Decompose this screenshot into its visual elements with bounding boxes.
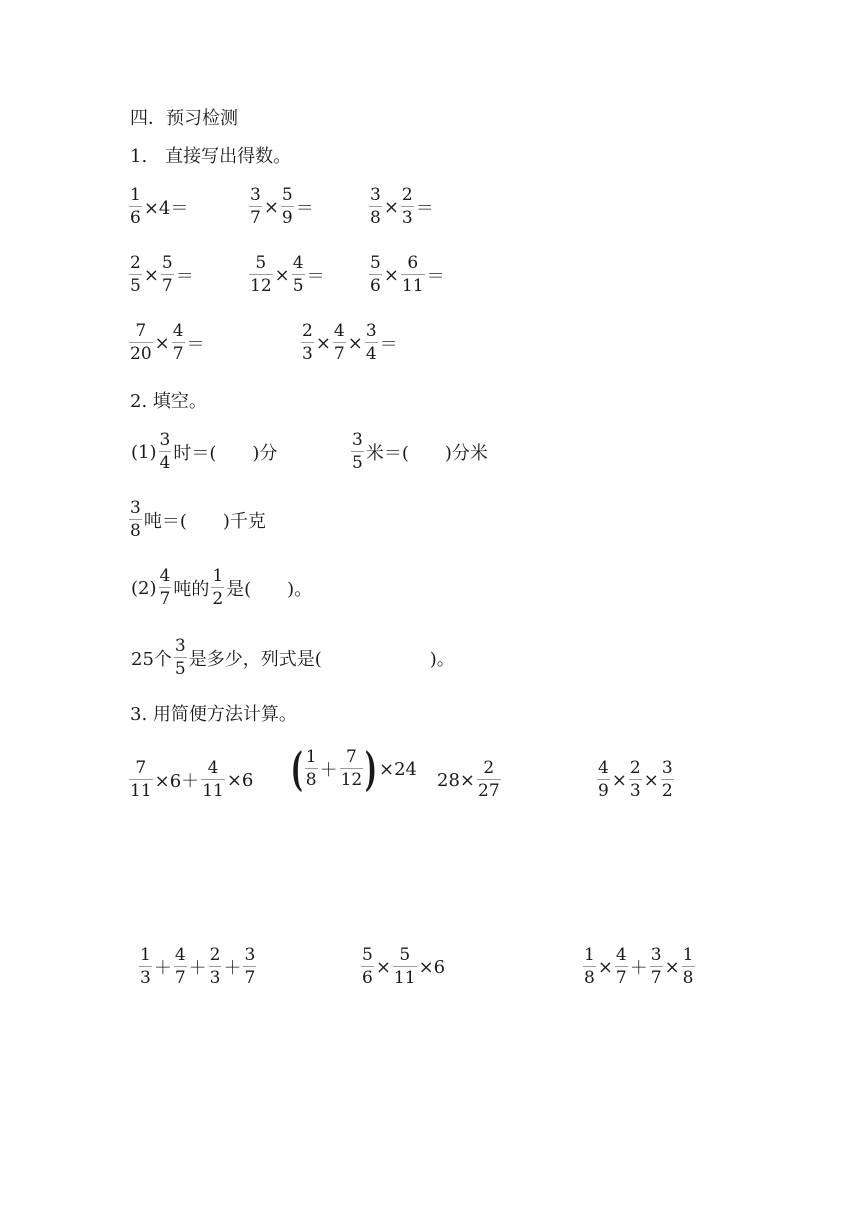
fraction [369, 255, 382, 295]
fraction-denominator: 5 [174, 659, 186, 679]
q1-item-6 [368, 255, 446, 295]
expr-text: (2) [131, 577, 157, 599]
fraction [305, 749, 318, 789]
q1-item-3 [368, 187, 435, 227]
fraction-denominator: 5 [130, 276, 141, 296]
q3-item-4 [596, 760, 675, 800]
fraction [159, 568, 172, 608]
fraction-numerator: 3 [352, 430, 363, 450]
right-paren: ) [365, 742, 378, 796]
fraction [477, 760, 501, 800]
fraction-denominator: 2 [212, 589, 224, 609]
q3-item-7 [582, 947, 696, 987]
fraction-numerator: 2 [302, 321, 313, 341]
fraction-denominator: 9 [598, 781, 609, 801]
fraction-denominator: 3 [401, 208, 413, 228]
fraction-denominator: 11 [202, 781, 224, 801]
expr-text: ＋ [629, 958, 648, 979]
fraction-denominator: 8 [370, 208, 381, 228]
fraction-numerator: 4 [174, 945, 186, 965]
fraction-numerator: 7 [346, 747, 357, 767]
fraction-numerator: 6 [407, 253, 419, 273]
fraction [139, 947, 152, 987]
q1-item-8 [300, 323, 399, 363]
fraction [301, 323, 314, 363]
fraction-denominator: 11 [401, 276, 424, 296]
q2-item-3 [128, 500, 267, 540]
expr-text: ＝ [426, 266, 445, 287]
fraction [369, 187, 382, 227]
fraction-denominator: 11 [393, 968, 416, 988]
fraction-numerator: 3 [370, 185, 381, 205]
expr-text: 时＝( )分 [173, 443, 278, 464]
fraction [682, 947, 695, 987]
q1-item-1 [128, 187, 189, 227]
fraction-numerator: 4 [159, 566, 171, 586]
expr-text: 是多少，列式是( )。 [188, 649, 455, 670]
fraction [174, 638, 187, 678]
fraction-denominator: 7 [174, 968, 186, 988]
q1-item-7 [128, 323, 206, 363]
fraction-numerator: 4 [292, 253, 304, 273]
fraction [583, 947, 596, 987]
fraction-numerator: 5 [255, 253, 267, 273]
fraction-denominator: 5 [352, 453, 363, 473]
fraction-denominator: 7 [244, 968, 256, 988]
fraction-numerator: 1 [584, 945, 595, 965]
expr-text: ＝ [186, 334, 205, 355]
expr-text: 是( )。 [226, 579, 313, 600]
fraction [281, 187, 294, 227]
fraction [129, 187, 142, 227]
fraction-numerator: 4 [333, 321, 345, 341]
fraction-denominator: 12 [250, 276, 272, 296]
expr-text: ＋ [319, 760, 338, 781]
fraction-numerator: 3 [130, 498, 141, 518]
q3-item-5 [138, 947, 257, 987]
expr-text: × [664, 956, 680, 978]
expr-text: × [263, 196, 279, 218]
fraction-numerator: 3 [250, 185, 261, 205]
fraction [159, 432, 172, 472]
fraction-denominator: 3 [302, 344, 313, 364]
fraction-numerator: 5 [161, 253, 173, 273]
fraction [172, 323, 185, 363]
expr-text: 吨＝( )千克 [143, 511, 266, 532]
fraction [161, 255, 174, 295]
fraction-denominator: 7 [333, 344, 345, 364]
expr-text: × [347, 332, 363, 354]
fraction-numerator: 5 [399, 945, 411, 965]
expr-text: ＝ [379, 334, 398, 355]
expr-text: × [315, 332, 331, 354]
expr-text: ×24 [379, 758, 417, 780]
fraction [209, 947, 222, 987]
expr-text: 28× [437, 769, 475, 791]
fraction [365, 323, 378, 363]
expr-text: ＋ [153, 958, 172, 979]
fraction-numerator: 5 [370, 253, 381, 273]
fraction-numerator: 3 [159, 430, 171, 450]
expr-text: × [143, 264, 159, 286]
q1-item-5 [248, 255, 326, 295]
fraction-numerator: 3 [661, 758, 673, 778]
question-1-title: 1. 直接写出得数。 [130, 146, 292, 167]
q2-item-4 [130, 568, 313, 608]
fraction-denominator: 20 [130, 344, 152, 364]
fraction-numerator: 4 [207, 758, 219, 778]
fraction-numerator: 4 [172, 321, 184, 341]
fraction-numerator: 2 [629, 758, 641, 778]
fraction-denominator: 4 [365, 344, 377, 364]
fraction [661, 760, 674, 800]
expr-text: × [383, 196, 399, 218]
expr-text: ＝ [415, 198, 434, 219]
expr-text: ×6 [418, 956, 446, 978]
fraction-denominator: 6 [370, 276, 381, 296]
expr-text: × [154, 332, 170, 354]
expr-text: 25个 [131, 649, 172, 670]
fraction [243, 947, 256, 987]
fraction-numerator: 5 [362, 945, 373, 965]
expr-text: × [383, 264, 399, 286]
fraction [650, 947, 663, 987]
fraction-denominator: 7 [159, 589, 171, 609]
fraction-numerator: 3 [174, 636, 186, 656]
fraction-denominator: 7 [650, 968, 662, 988]
fraction [249, 187, 262, 227]
fraction [351, 432, 364, 472]
expr-text: × [597, 956, 613, 978]
fraction-numerator: 7 [135, 758, 147, 778]
expr-text: × [274, 264, 290, 286]
fraction [211, 568, 224, 608]
q2-item-5 [130, 638, 456, 678]
q1-item-4 [128, 255, 195, 295]
fraction-numerator: 2 [401, 185, 413, 205]
fraction [629, 760, 642, 800]
fraction [615, 947, 628, 987]
expr-text: (1) [131, 441, 157, 463]
fraction-denominator: 3 [629, 781, 641, 801]
expr-text: × [375, 956, 391, 978]
fraction-denominator: 7 [172, 344, 184, 364]
fraction [201, 760, 225, 800]
fraction-denominator: 2 [661, 781, 673, 801]
fraction-numerator: 7 [135, 321, 147, 341]
fraction-denominator: 7 [615, 968, 627, 988]
fraction-numerator: 1 [130, 185, 141, 205]
fraction-numerator: 3 [244, 945, 256, 965]
fraction [401, 255, 425, 295]
fraction [174, 947, 187, 987]
expr-text: ×6＋ [154, 771, 200, 792]
fraction [129, 323, 153, 363]
q3-item-3 [436, 760, 502, 800]
fraction-denominator: 8 [682, 968, 694, 988]
fraction-numerator: 3 [365, 321, 377, 341]
fraction [340, 749, 364, 789]
fraction-numerator: 2 [130, 253, 141, 273]
fraction-denominator: 4 [159, 453, 171, 473]
fraction-numerator: 1 [682, 945, 694, 965]
fraction-denominator: 8 [130, 521, 141, 541]
expr-text: ×6 [226, 769, 254, 791]
fraction-denominator: 9 [281, 208, 293, 228]
fraction [129, 255, 142, 295]
fraction-denominator: 7 [161, 276, 173, 296]
fraction-denominator: 7 [250, 208, 261, 228]
q2-item-1 [130, 432, 278, 472]
fraction-denominator: 6 [130, 208, 141, 228]
expr-text: ＝ [295, 198, 314, 219]
question-3-title: 3. 用简便方法计算。 [130, 704, 297, 725]
q3-item-2 [290, 742, 418, 796]
fraction-numerator: 1 [140, 945, 151, 965]
fraction [401, 187, 414, 227]
q3-item-1 [128, 760, 254, 800]
expr-text: ＝ [175, 266, 194, 287]
fraction-numerator: 1 [305, 747, 317, 767]
fraction-numerator: 1 [212, 566, 224, 586]
expr-text: ＋ [188, 958, 207, 979]
fraction-numerator: 5 [281, 185, 293, 205]
fraction-denominator: 3 [140, 968, 151, 988]
expr-text: × [611, 769, 627, 791]
fraction-denominator: 27 [478, 781, 500, 801]
fraction-denominator: 8 [584, 968, 595, 988]
expr-text: ＋ [223, 958, 242, 979]
fraction [333, 323, 346, 363]
fraction [361, 947, 374, 987]
fraction-numerator: 3 [650, 945, 662, 965]
section-title: 四．预习检测 [130, 108, 238, 129]
fraction-denominator: 3 [209, 968, 221, 988]
fraction [129, 760, 153, 800]
fraction-denominator: 8 [305, 770, 317, 790]
expr-text: 米＝( )分米 [365, 443, 488, 464]
left-paren: ( [290, 742, 303, 796]
expr-text: 吨的 [173, 579, 210, 600]
expr-text: ＝ [306, 266, 325, 287]
fraction-denominator: 11 [130, 781, 152, 801]
q2-item-2 [350, 432, 489, 472]
question-2-title: 2. 填空。 [130, 391, 207, 412]
fraction [129, 500, 142, 540]
fraction-numerator: 2 [209, 945, 221, 965]
fraction [597, 760, 610, 800]
q1-item-2 [248, 187, 315, 227]
fraction-numerator: 2 [483, 758, 495, 778]
fraction-numerator: 4 [615, 945, 627, 965]
fraction-denominator: 12 [340, 770, 363, 790]
expr-text: × [643, 769, 659, 791]
fraction-numerator: 4 [598, 758, 609, 778]
expr-text: ×4＝ [143, 198, 189, 219]
fraction [393, 947, 417, 987]
fraction-denominator: 6 [362, 968, 373, 988]
fraction [292, 255, 305, 295]
fraction [249, 255, 273, 295]
fraction-denominator: 5 [292, 276, 304, 296]
q3-item-6 [360, 947, 446, 987]
